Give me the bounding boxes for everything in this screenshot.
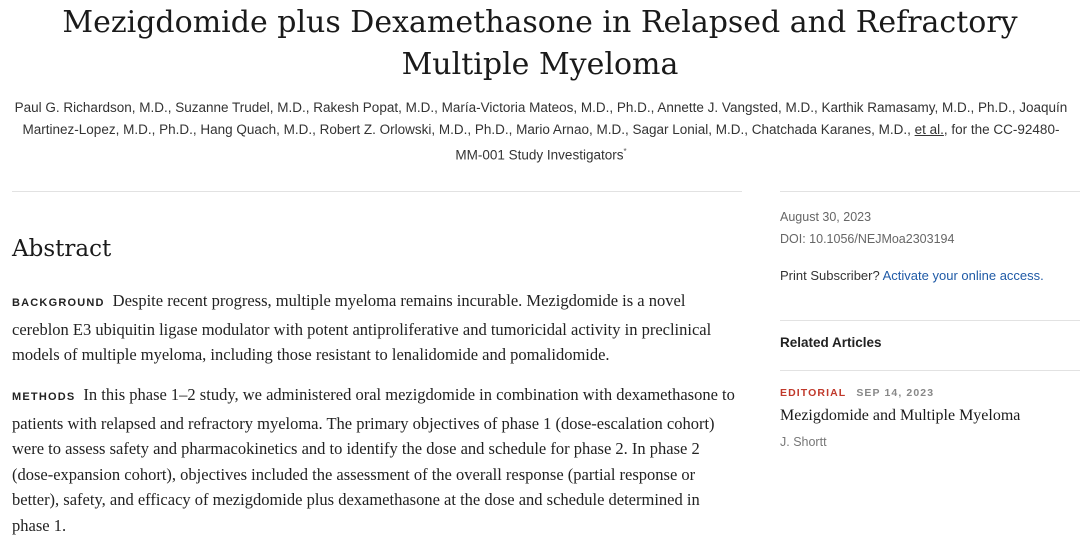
author-list (12, 97, 1070, 167)
publication-meta (780, 206, 1080, 250)
doi: DOI: 10.1056/NEJMoa2303194 (780, 232, 955, 246)
article-type-label: EDITORIAL (780, 387, 847, 399)
abstract-heading: Abstract (12, 236, 112, 262)
subscriber-text: Print Subscriber? (780, 268, 880, 283)
divider (780, 191, 1080, 192)
abstract-methods (12, 382, 740, 538)
methods-text: In this phase 1–2 study, we administered oral mezigdomide in combination with dexamethasone to patients with relapsed and refractory myeloma. The primary objectives of phase 1 (dose-escalation cohort) were to assess safety and pharmacokinetics and to identify the dose and schedule for phase 2. In phase 2 (dose-expansion cohort), objectives included the assessment of the overall response (partial response or better), safety, and efficacy of mezigdomide plus dexamethasone at the dose and schedule determined in phase 1. (12, 385, 735, 535)
abstract-background (12, 288, 740, 368)
related-article-title-link[interactable]: Mezigdomide and Multiple Myeloma (780, 407, 1021, 424)
divider (12, 191, 742, 192)
background-text: Despite recent progress, multiple myeloma remains incurable. Mezigdomide is a novel cereblon E3 ubiquitin ligase modulator with potent antiproliferative and tumoricidal activity in preclinical models of multiple myeloma, including those resistant to lenalidomide and pomalidomide. (12, 291, 712, 364)
methods-label: METHODS (12, 391, 76, 403)
divider (780, 370, 1080, 371)
background-label: BACKGROUND (12, 297, 105, 309)
divider (780, 320, 1080, 321)
study-group: , for the CC-92480-MM-001 Study Investigators (455, 122, 1060, 163)
related-articles-heading: Related Articles (780, 335, 882, 350)
related-article-meta (780, 387, 1080, 399)
authors-text: Paul G. Richardson, M.D., Suzanne Trudel, M.D., Rakesh Popat, M.D., María-Victoria Mateos, M.D., Ph.D., Annette J. Vangsted, M.D., Karthik Ramasamy, M.D., Ph.D., Joaquín Martinez-Lopez, M.D., Ph.D., Hang Quach, M.D., Robert Z. Orlowski, M.D., Ph.D., Mario Arnao, M.D., Sagar Lonial, M.D., Chatchada Karanes, M.D., (14, 100, 1068, 137)
subscriber-prompt (780, 268, 1080, 283)
et-al-link[interactable]: et al. (914, 122, 944, 137)
related-article-author: J. Shortt (780, 435, 827, 449)
article-date: SEP 14, 2023 (856, 387, 935, 399)
group-footnote-marker[interactable]: * (623, 147, 627, 156)
publication-date: August 30, 2023 (780, 210, 872, 224)
activate-access-link[interactable]: Activate your online access. (882, 268, 1044, 283)
article-title: Mezigdomide plus Dexamethasone in Relapsed and Refractory Multiple Myeloma (62, 5, 1018, 82)
